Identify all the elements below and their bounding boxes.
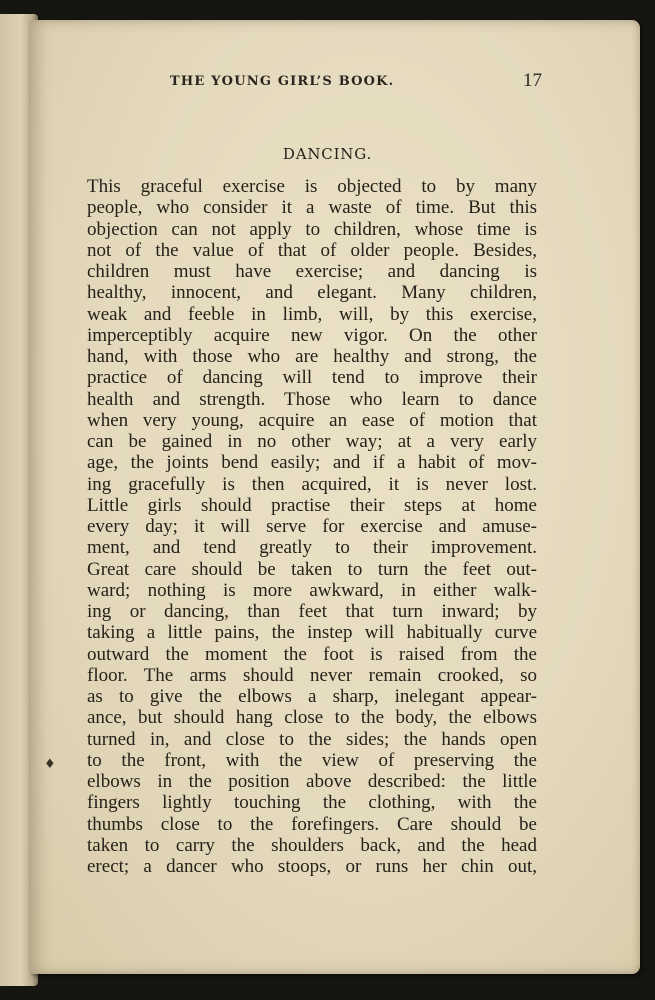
text-line: taking a little pains, the instep will habitually curve: [87, 622, 537, 644]
text-line: every day; it will serve for exercise and amuse-: [87, 516, 537, 537]
page-number: 17: [523, 70, 542, 91]
text-line: healthy, innocent, and elegant. Many children,: [87, 282, 537, 304]
text-line: outward the moment the foot is raised from the: [87, 643, 537, 665]
text-line: not of the value of that of older people. Besides,: [87, 239, 537, 261]
margin-mark: ♦: [44, 757, 56, 772]
text-line: ment, and tend greatly to their improvement.: [87, 537, 537, 559]
text-line: imperceptibly acquire new vigor. On the other: [87, 324, 537, 346]
text-line: health and strength. Those who learn to dance: [87, 388, 537, 410]
text-line: ing or dancing, than feet that turn inward; by: [87, 601, 537, 622]
text-line: floor. The arms should never remain crooked, so: [87, 664, 537, 686]
text-line: ing gracefully is then acquired, it is never lost.: [87, 473, 537, 495]
text-line: thumbs close to the forefingers. Care should be: [87, 813, 537, 835]
text-line: ward; nothing is more awkward, in either walk-: [87, 579, 537, 601]
text-line: weak and feeble in limb, will, by this exercise,: [87, 303, 537, 325]
text-line: This graceful exercise is objected to by many: [87, 176, 537, 197]
text-line: when very young, acquire an ease of motion that: [87, 409, 537, 431]
running-head-title: THE YOUNG GIRL’S BOOK.: [170, 74, 395, 89]
text-line: can be gained in no other way; at a very early: [87, 431, 537, 452]
text-line: practice of dancing will tend to improve their: [87, 367, 537, 389]
text-line: as to give the elbows a sharp, inelegant appear-: [87, 686, 537, 707]
text-line: objection can not apply to children, whose time is: [87, 218, 537, 240]
text-line: to the front, with the view of preserving the: [87, 749, 537, 771]
text-line: children must have exercise; and dancing is: [87, 261, 537, 282]
text-line: people, who consider it a waste of time. But this: [87, 197, 537, 219]
running-head: [170, 70, 542, 98]
text-line: Little girls should practise their steps at home: [87, 494, 537, 516]
text-line: fingers lightly touching the clothing, with the: [87, 792, 537, 814]
text-line: taken to carry the shoulders back, and the head: [87, 834, 537, 856]
text-line: erect; a dancer who stoops, or runs her chin out,: [87, 856, 537, 877]
text-line: elbows in the position above described: the little: [87, 771, 537, 792]
text-line: ance, but should hang close to the body, the elbows: [87, 707, 537, 729]
text-line: Great care should be taken to turn the feet out-: [87, 558, 537, 580]
body-text: [87, 176, 537, 877]
text-line: age, the joints bend easily; and if a habit of mov-: [87, 452, 537, 474]
section-heading: DANCING.: [282, 145, 373, 163]
text-line: hand, with those who are healthy and strong, the: [87, 346, 537, 367]
text-line: turned in, and close to the sides; the hands open: [87, 728, 537, 750]
